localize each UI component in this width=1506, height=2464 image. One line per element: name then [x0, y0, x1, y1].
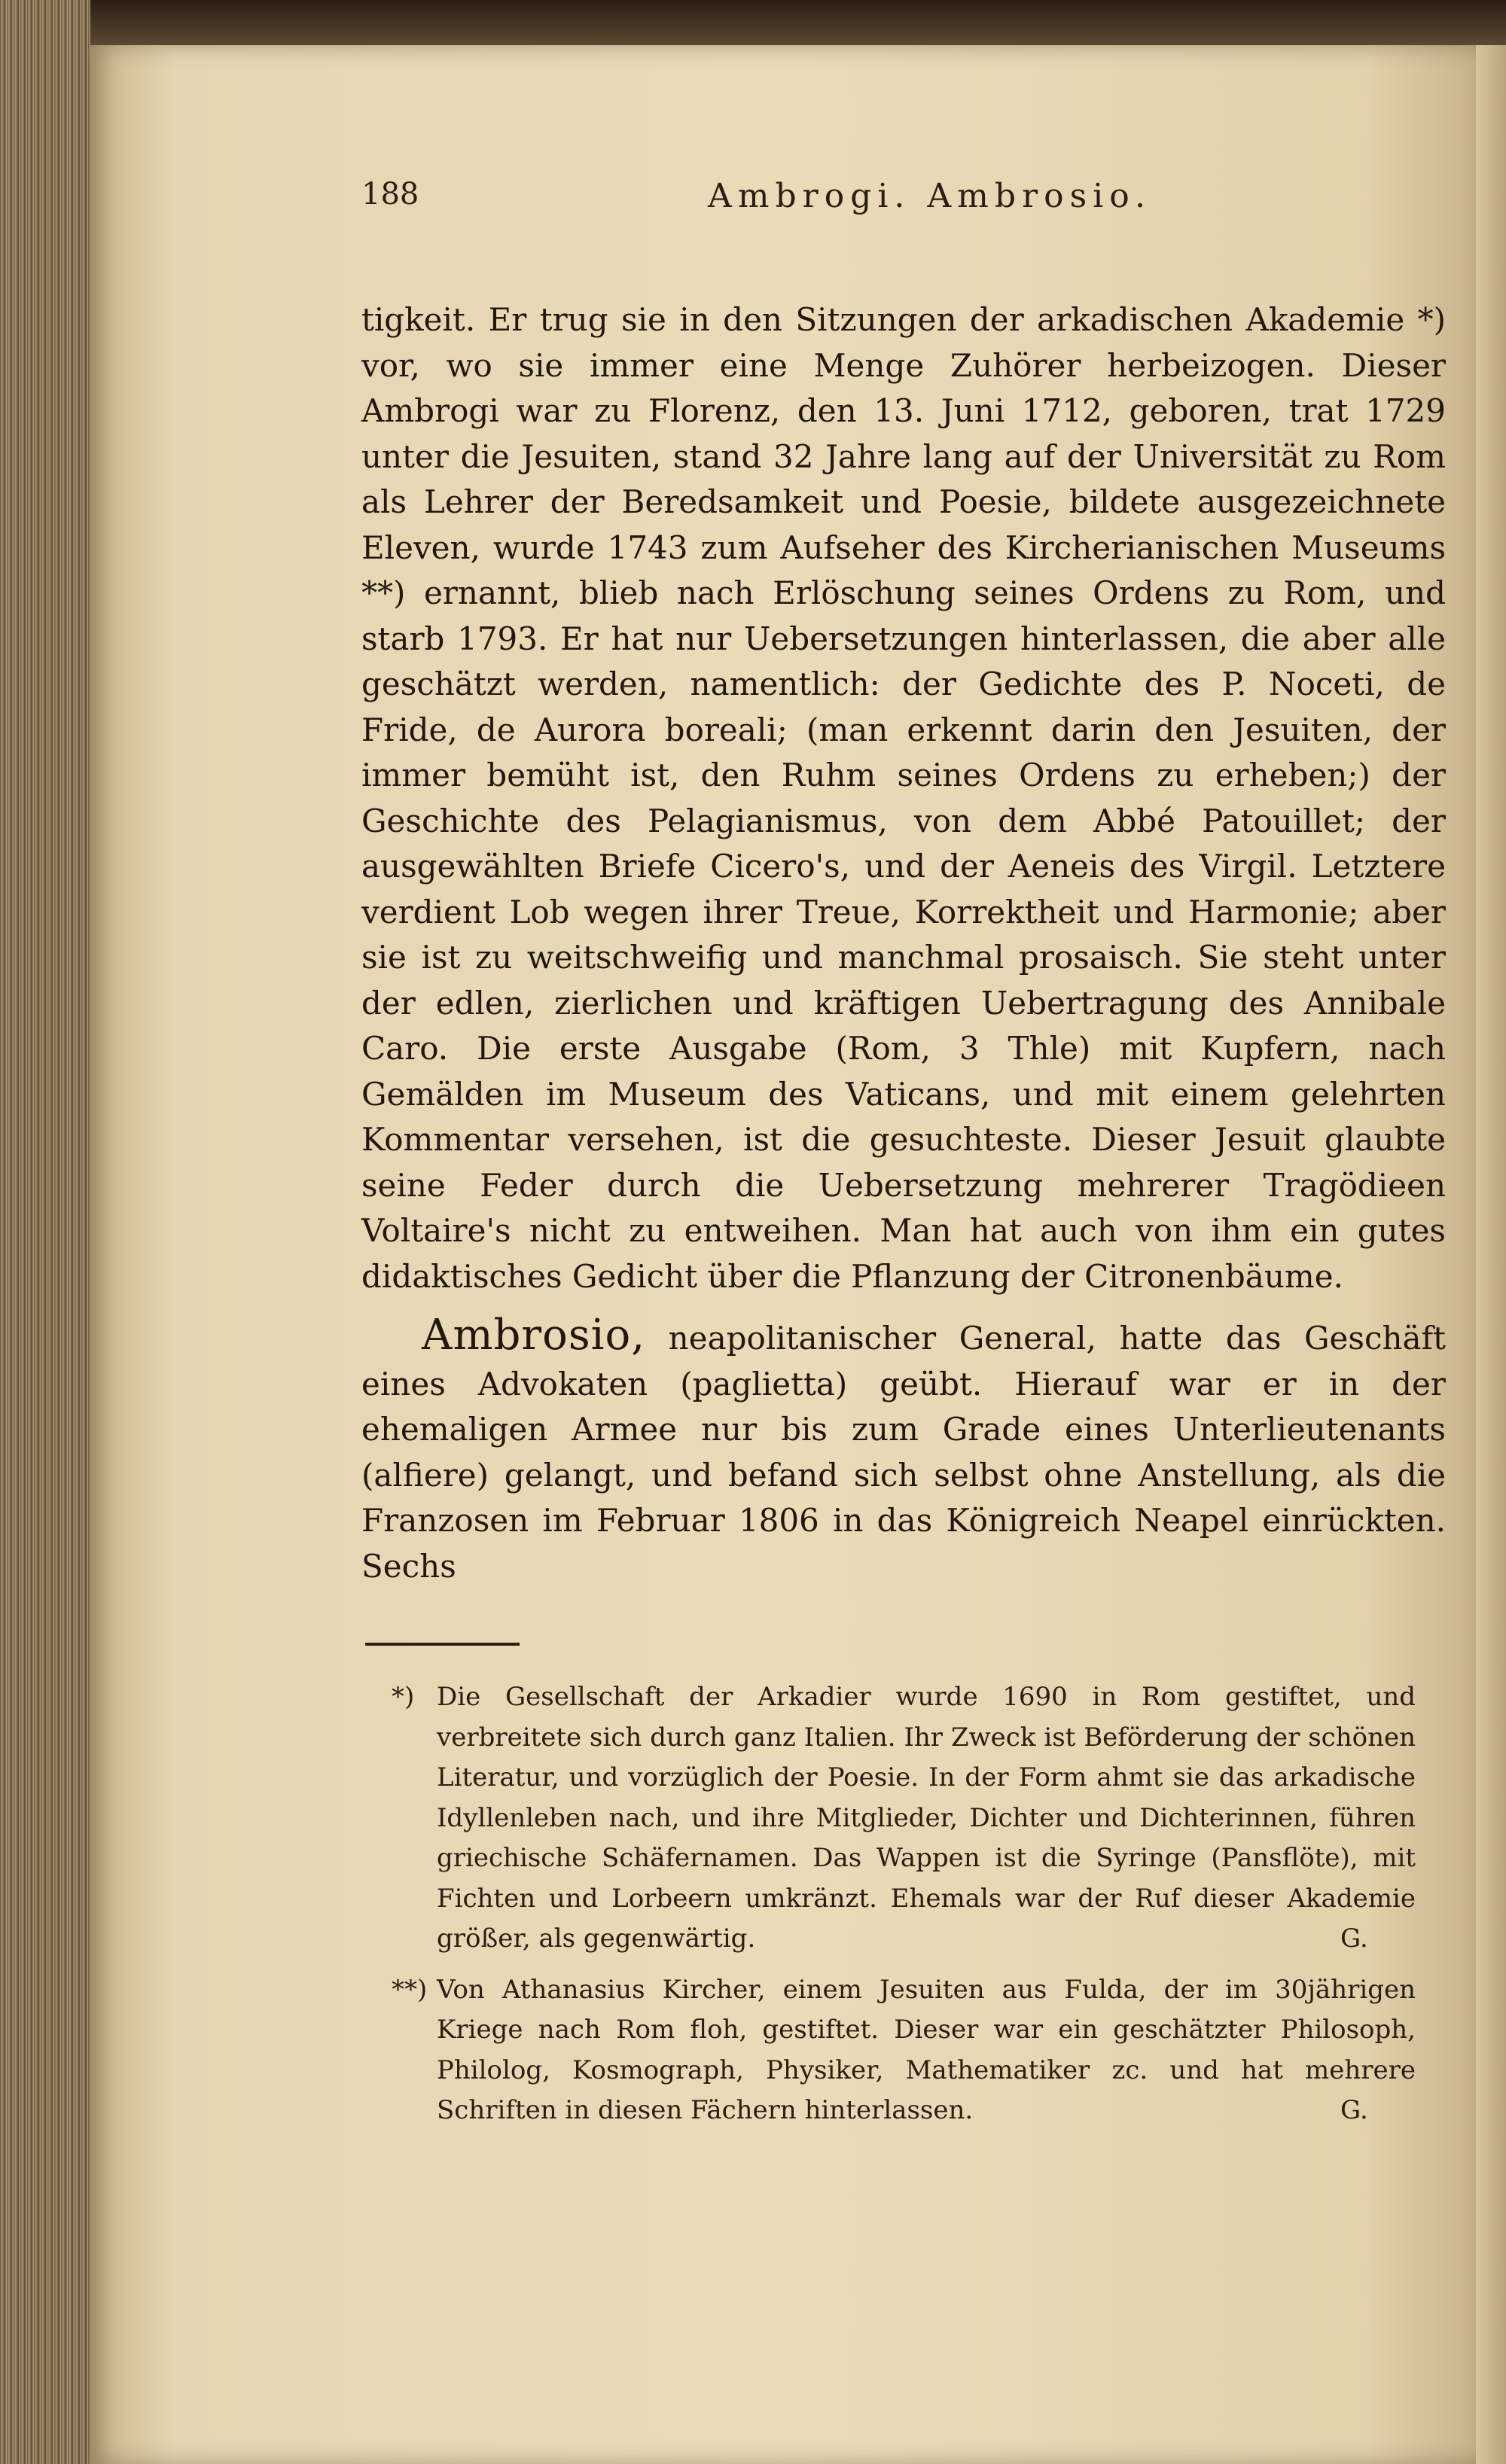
- main-text: [361, 297, 1446, 1589]
- footnote-kircher: [392, 1970, 1416, 2131]
- footnote-text: Von Athanasius Kircher, einem Jesuiten aus Fulda, der im 30jährigen Kriege nach Rom floh, gestiftet. Dieser war ein geschätzter Philosoph, Philolog, Kosmograph, Physiker, Mathematiker zc. und hat mehrere Schriften in diesen Fächern hinterlassen.: [437, 1974, 1416, 2125]
- footnote-signature: G.: [1340, 2095, 1368, 2125]
- footnote-marker: *): [392, 1682, 415, 1712]
- book-page-edges: [0, 0, 90, 2464]
- paragraph-ambrogi-continued: tigkeit. Er trug sie in den Sitzungen der arkadischen Akademie *) vor, wo sie immer eine Menge Zuhörer herbeizogen. Dieser Ambrogi war zu Florenz, den 13. Juni 1712, geboren, trat 1729 unter die Jesuiten, stand 32 Jahre lang auf der Universität zu Rom als Lehrer der Beredsamkeit und Poesie, bildete ausgezeichnete Eleven, wurde 1743 zum Aufseher des Kircherianischen Museums **) ernannt, blieb nach Erlöschung seines Ordens zu Rom, und starb 1793. Er hat nur Uebersetzungen hinterlassen, die aber alle geschätzt werden, namentlich: der Gedichte des P. Noceti, de Fride, de Aurora boreali; (man erkennt darin den Jesuiten, der immer bemüht ist, den Ruhm seines Ordens zu erheben;) der Geschichte des Pelagianismus, von dem Abbé Patouillet; der ausgewählten Briefe Cicero's, und der Aeneis des Virgil. Letztere verdient Lob wegen ihrer Treue, Korrektheit und Harmonie; aber sie ist zu weitschweifig und manchmal prosaisch. Sie steht unter der edlen, zierlichen und kräftigen Uebertragung des Annibale Caro. Die erste Ausgabe (Rom, 3 Thle) mit Kupfern, nach Gemälden im Museum des Vaticans, und mit einem gelehrten Kommentar versehen, ist die gesuchteste. Dieser Jesuit glaubte seine Feder durch die Uebersetzung mehrerer Tragödieen Voltaire's nicht zu entweihen. Man hat auch von ihm ein gutes didaktisches Gedicht über die Pflanzung der Citronenbäume.: [361, 301, 1446, 1295]
- running-head: Ambrogi. Ambrosio.: [708, 177, 1151, 215]
- page-right-edge: [1476, 45, 1506, 2464]
- footnote-marker: **): [392, 1974, 428, 2005]
- entry-ambrosio-text: neapolitanischer General, hatte das Geschäft eines Advokaten (paglietta) geübt. Hierauf war er in der ehemaligen Armee nur bis zum Grade eines Unterlieutenants (alfiere) gelangt, und befand sich selbst ohne Anstellung, als die Franzosen im Februar 1806 in das Königreich Neapel einrückten. Sechs: [361, 1320, 1446, 1585]
- entry-name: Ambrosio,: [422, 1311, 646, 1360]
- page-header: [361, 177, 1476, 237]
- footnotes: [392, 1677, 1416, 2142]
- entry-ambrosio: [361, 1313, 1446, 1589]
- footnote-signature: G.: [1340, 1923, 1368, 1954]
- footnote-text: Die Gesellschaft der Arkadier wurde 1690 in Rom gestiftet, und verbreitete sich durch ganz Italien. Ihr Zweck ist Beförderung der schönen Literatur, und vorzüglich der Poesie. In der Form ahmt sie das arkadische Idyllenleben nach, und ihre Mitglieder, Dichter und Dichterinnen, führen griechische Schäfernamen. Das Wappen ist die Syringe (Pansflöte), mit Fichten und Lorbeern umkränzt. Ehemals war der Ruf dieser Akademie größer, als gegenwärtig.: [437, 1682, 1416, 1954]
- page-number: 188: [361, 177, 419, 212]
- footnote-rule: [365, 1643, 520, 1646]
- footnote-arkadier: [392, 1677, 1416, 1960]
